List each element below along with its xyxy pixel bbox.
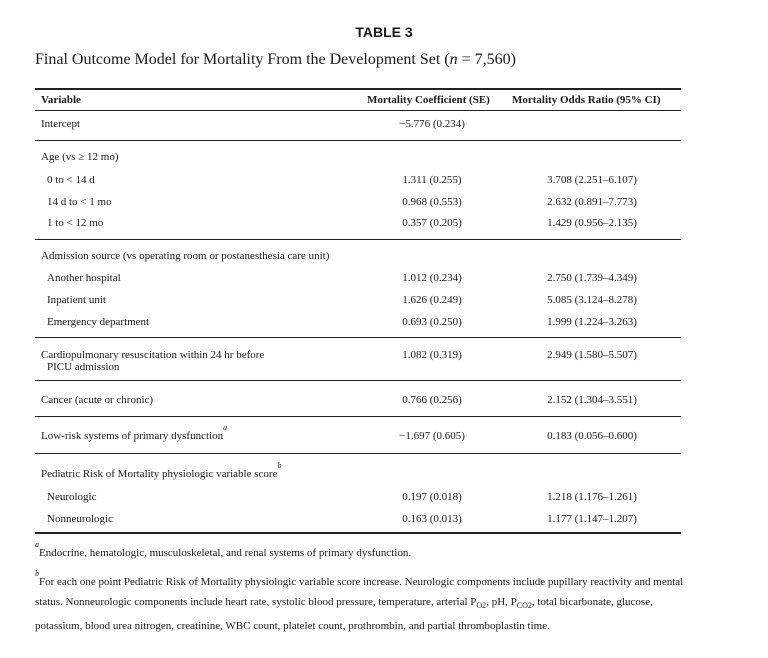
group-admission-header: Admission source (vs operating room or postanesthesia care unit) [41, 250, 330, 262]
footnote-b-line2 [35, 592, 735, 616]
row-inpatient-unit-label: Inpatient unit [47, 294, 106, 306]
row-emergency-coef: 0.693 (0.250) [402, 316, 462, 328]
caption-n-variable: n [449, 51, 458, 68]
footnote-b-line2-b: , pH, P [486, 596, 517, 608]
row-age-14d-1mo-or: 2.632 (0.891–7.773) [547, 196, 637, 208]
row-low-risk-coef: −1.697 (0.605) [399, 430, 465, 442]
row-age-14d-1mo-coef: 0.968 (0.553) [402, 196, 462, 208]
row-cpr-label-line1: Cardiopulmonary resuscitation within 24 hr before [41, 349, 265, 361]
row-emergency-label: Emergency department [47, 316, 150, 328]
row-age-0-14d-or: 3.708 (2.251–6.107) [547, 174, 637, 186]
footnote-b [35, 569, 735, 636]
group-prism-text: Pediatric Risk of Mortality physiologic variable score [41, 468, 278, 480]
footnote-a [35, 540, 735, 563]
row-low-risk-text: Low-risk systems of primary dysfunction [41, 430, 224, 442]
footnote-ref-b: b [277, 461, 282, 471]
top-rule [35, 88, 681, 90]
row-age-14d-1mo-label: 14 d to < 1 mo [47, 196, 112, 208]
caption-text-before: Final Outcome Model for Mortality From the Development Set ( [35, 51, 450, 68]
row-cpr-coef: 1.082 (0.319) [402, 349, 462, 361]
caption-text-after: = 7,560) [457, 51, 516, 68]
divider [35, 337, 681, 338]
row-intercept-label: Intercept [41, 118, 81, 130]
table-caption [35, 51, 516, 69]
divider [35, 453, 681, 454]
row-cpr-or: 2.949 (1.580–5.507) [547, 349, 637, 361]
row-nonneurologic-or: 1.177 (1.147–1.207) [547, 513, 637, 525]
divider [35, 380, 681, 381]
row-age-1-12mo-coef: 0.357 (0.205) [402, 217, 462, 229]
header-variable: Variable [41, 94, 81, 106]
row-neurologic-coef: 0.197 (0.018) [402, 491, 462, 503]
footnote-ref-a: a [223, 423, 228, 433]
footnote-b-line1-text: For each one point Pediatric Risk of Mortality physiologic variable score increase. Neurologic components include pupillary reactivity and mental [39, 576, 684, 588]
footnote-b-line2-c: , total bicarbonate, glucose, [531, 596, 653, 608]
row-intercept-coef: −5.776 (0.234) [399, 118, 465, 130]
divider [35, 140, 681, 141]
footnote-b-line3: potassium, blood urea nitrogen, creatinine, WBC count, platelet count, prothrombin, and partial thromboplastin time. [35, 620, 550, 633]
row-age-0-14d-coef: 1.311 (0.255) [402, 174, 462, 186]
footnote-b-po2-sub: O2 [476, 601, 487, 611]
row-cancer-or: 2.152 (1.304–3.551) [547, 394, 637, 406]
header-odds-ratio: Mortality Odds Ratio (95% CI) [512, 94, 661, 106]
row-cancer-coef: 0.766 (0.256) [402, 394, 462, 406]
row-another-hospital-coef: 1.012 (0.234) [402, 272, 462, 284]
group-age-header: Age (vs ≥ 12 mo) [41, 151, 119, 163]
row-age-1-12mo-or: 1.429 (0.956–2.135) [547, 217, 637, 229]
row-low-risk-or: 0.183 (0.056–0.600) [547, 430, 637, 442]
footnote-a-text: Endocrine, hematologic, musculoskeletal, and renal systems of primary dysfunction. [39, 547, 412, 559]
footnote-b-line1 [35, 569, 735, 592]
header-coefficient: Mortality Coefficient (SE) [367, 94, 490, 106]
header-rule [35, 110, 681, 111]
group-prism-header [41, 461, 282, 480]
row-another-hospital-label: Another hospital [47, 272, 121, 284]
footnote-b-line2-a: status. Nonneurologic components include heart rate, systolic blood pressure, temperature, arterial P [35, 596, 477, 608]
divider [35, 239, 681, 240]
row-cancer-label: Cancer (acute or chronic) [41, 394, 154, 406]
bottom-rule [35, 532, 681, 534]
divider [35, 416, 681, 417]
row-cpr-label-line2: PICU admission [47, 361, 120, 373]
footnote-b-mark: b [35, 569, 39, 579]
footnote-a-mark: a [35, 540, 39, 550]
row-inpatient-unit-or: 5.085 (3.124–8.278) [547, 294, 637, 306]
footnote-b-pco2-sub: CO2 [516, 601, 532, 611]
row-age-0-14d-label: 0 to < 14 d [47, 174, 95, 186]
table-label: TABLE 3 [355, 24, 413, 40]
row-neurologic-or: 1.218 (1.176–1.261) [547, 491, 637, 503]
row-low-risk-label [41, 423, 228, 442]
row-emergency-or: 1.999 (1.224–3.263) [547, 316, 637, 328]
row-nonneurologic-coef: 0.163 (0.013) [402, 513, 462, 525]
row-nonneurologic-label: Nonneurologic [47, 513, 113, 525]
row-inpatient-unit-coef: 1.626 (0.249) [402, 294, 462, 306]
row-neurologic-label: Neurologic [47, 491, 97, 503]
row-another-hospital-or: 2.750 (1.739–4.349) [547, 272, 637, 284]
row-age-1-12mo-label: 1 to < 12 mo [47, 217, 104, 229]
